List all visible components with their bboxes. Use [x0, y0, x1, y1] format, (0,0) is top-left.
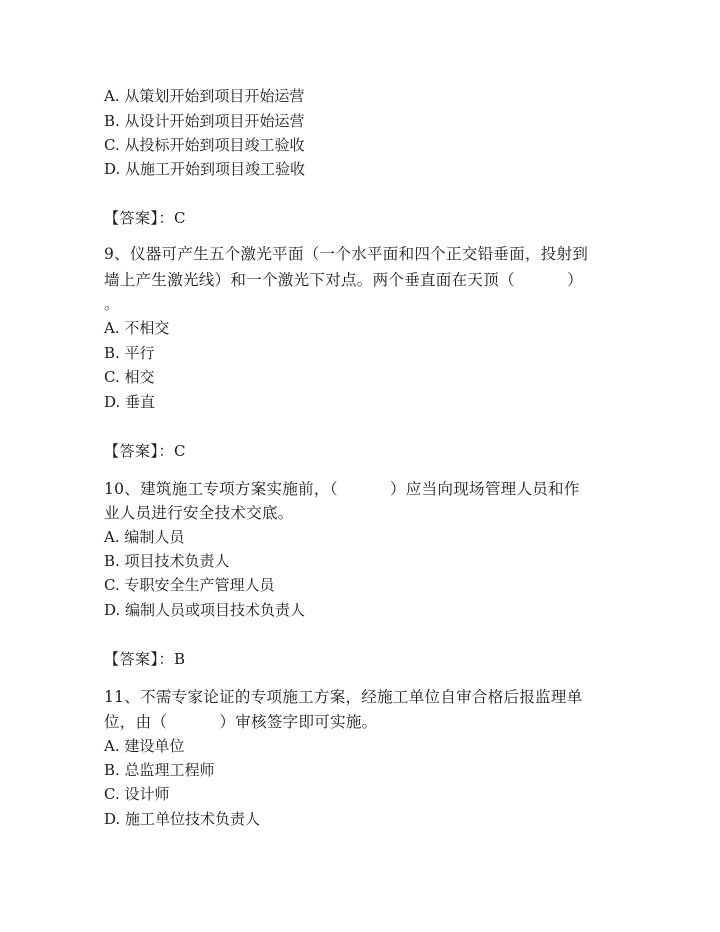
option-c: C. 设计师: [104, 785, 170, 803]
option-d: D. 垂直: [104, 393, 156, 411]
option-b: B. 项目技术负责人: [104, 552, 230, 570]
question-text: 9、仪器可产生五个激光平面（一个水平面和四个正交铅垂面，投射到: [104, 245, 589, 263]
question-text: 10、建筑施工专项方案实施前，（ ）应当向现场管理人员和作: [104, 480, 580, 498]
question-text: 业人员进行安全技术交底。: [104, 504, 294, 522]
question-text: 墙上产生激光线）和一个激光下对点。两个垂直面在天顶（ ）: [104, 271, 583, 289]
option-d: D. 编制人员或项目技术负责人: [104, 601, 306, 619]
question-text: 位，由（ ）审核签字即可实施。: [104, 713, 378, 731]
option-a: A. 建设单位: [104, 737, 185, 755]
option-a: A. 不相交: [104, 319, 170, 337]
option-b: B. 平行: [104, 344, 155, 362]
option-a: A. 从策划开始到项目开始运营: [104, 87, 305, 105]
option-b: B. 总监理工程师: [104, 761, 215, 779]
option-a: A. 编制人员: [104, 528, 185, 546]
option-c: C. 专职安全生产管理人员: [104, 576, 275, 594]
answer-line: 【答案】：C: [104, 442, 186, 460]
option-b: B. 从设计开始到项目开始运营: [104, 112, 305, 130]
question-text: 11、不需专家论证的专项施工方案，经施工单位自审合格后报监理单: [104, 688, 583, 706]
option-d: D. 施工单位技术负责人: [104, 810, 261, 828]
option-c: C. 从投标开始到项目竣工验收: [104, 136, 305, 154]
option-c: C. 相交: [104, 368, 155, 386]
question-text: 。: [104, 295, 120, 313]
answer-line: 【答案】：C: [104, 209, 186, 227]
option-d: D. 从施工开始到项目竣工验收: [104, 160, 306, 178]
answer-line: 【答案】：B: [104, 650, 186, 668]
